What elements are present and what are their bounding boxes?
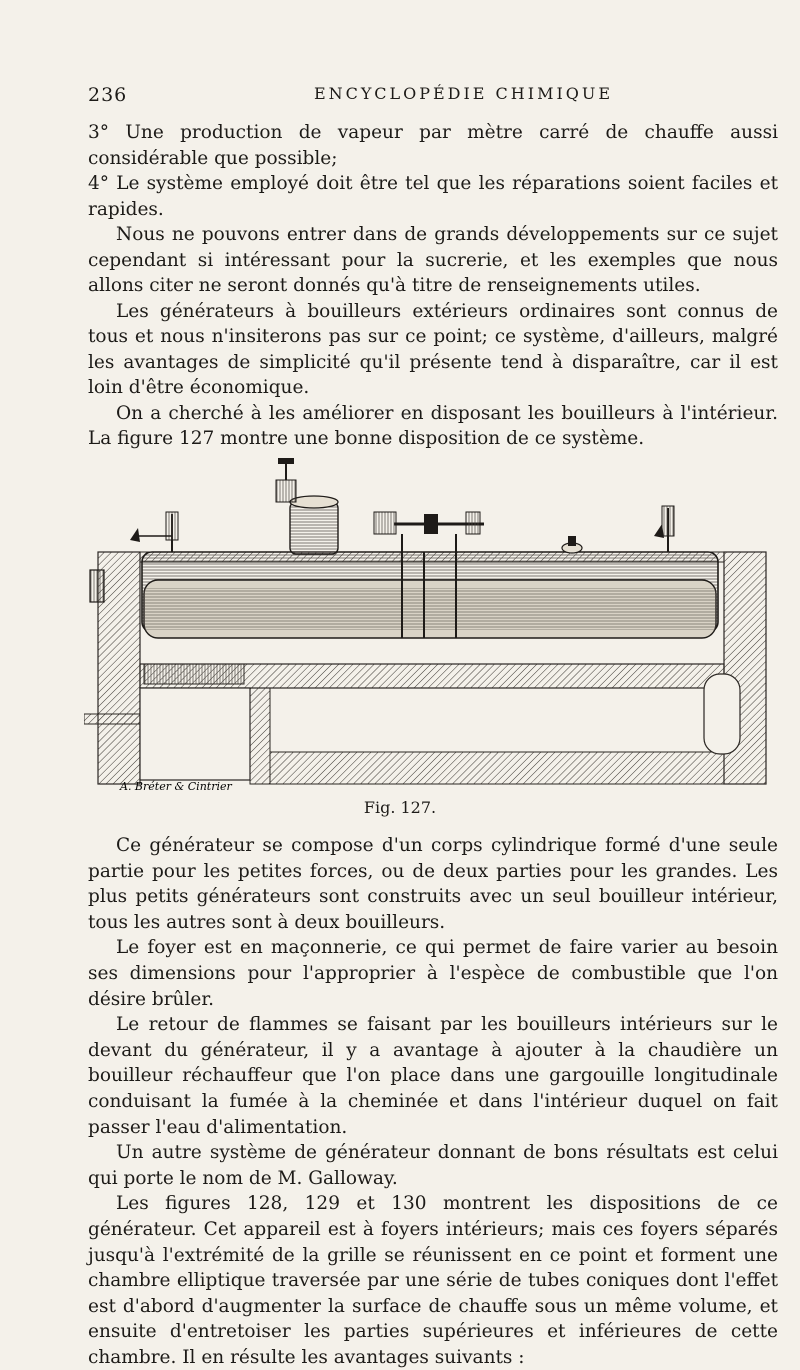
paragraph: Un autre système de générateur donnant de bons résultats est celui qui porte le nom de M. Galloway. [88,1142,778,1189]
boiler-illustration [84,452,774,792]
paragraph: Le retour de flammes se faisant par les bouilleurs intérieurs sur le devant du générateur, il y a avantage à ajouter à la chaudière un bouilleur réchauffeur que l'on place dans une gargouille longitudinale conduisant la fumée à la cheminée et dans l'intérieur duquel on fait passer l'eau d'alimentation. [88,1014,778,1138]
body-text-bottom [88,833,778,1370]
boiler-engraving [84,452,774,792]
page-header [88,84,768,108]
page-number: 236 [88,84,128,106]
paragraph: Nous ne pouvons entrer dans de grands développements sur ce sujet cependant si intéressant pour la sucrerie, et les exemples que nous allons citer ne seront donnés qu'à titre de renseignements utiles. [88,224,778,296]
body-text-top [88,120,778,452]
paragraph: On a cherché à les améliorer en disposant les bouilleurs à l'intérieur. La figure 127 montre une bonne disposition de ce système. [88,402,778,449]
paragraph: Le foyer est en maçonnerie, ce qui permet de faire varier au besoin ses dimensions pour l'approprier à l'espèce de combustible que l'on désire brûler. [88,937,778,1010]
paragraph: 3° Une production de vapeur par mètre carré de chauffe aussi considérable que possible; [88,122,778,169]
paragraph: Les figures 128, 129 et 130 montrent les dispositions de ce générateur. Cet appareil est à foyers intérieurs; mais ces foyers séparés jusqu'à l'extrémité de la grille se réunissent en ce point et forment une chambre elliptique traversée par une série de tubes coniques dont l'effet est d'abord d'augmenter la surface de chauffe sous un même volume, et ensuite d'entretoiser les parties supérieures et inférieures de cette chambre. Il en résulte les avantages suivants : [88,1193,778,1368]
figure-caption: Fig. 127. [363,798,437,817]
running-title: ENCYCLOPÉDIE CHIMIQUE [314,84,614,103]
paragraph: Ce générateur se compose d'un corps cylindrique formé d'une seule partie pour les petites forces, ou de deux parties pour les grandes. Les plus petits générateurs sont construits avec un seul bouilleur intérieur, tous les autres sont à deux bouilleurs. [88,835,778,933]
engraver-signature: A. Bréter & Cintrier [120,780,232,792]
paragraph: Les générateurs à bouilleurs extérieurs ordinaires sont connus de tous et nous n'insiterons pas sur ce point; ce système, d'ailleurs, malgré les avantages de simplicité qu'il présente tend à disparaître, car il est loin d'être économique. [88,300,778,398]
paragraph: 4° Le système employé doit être tel que les réparations soient faciles et rapides. [88,173,778,220]
